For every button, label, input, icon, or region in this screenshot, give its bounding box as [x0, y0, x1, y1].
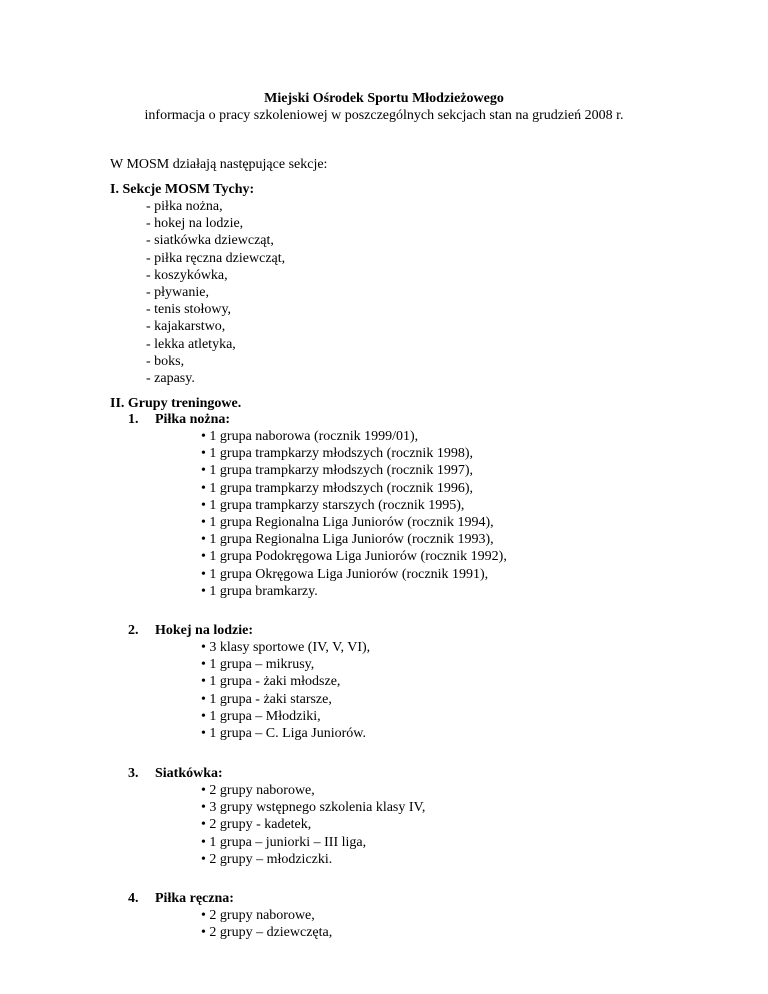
document-title: Miejski Ośrodek Sportu Młodzieżowego [264, 91, 504, 106]
list-item: • 1 grupa – mikrusy, [201, 656, 370, 673]
list-item: - kajakarstwo, [146, 319, 226, 335]
section1-list [146, 198, 285, 387]
list-item: • 1 grupa Regionalna Liga Juniorów (rocznik 1993), [201, 531, 507, 548]
list-item: - pływanie, [146, 284, 209, 300]
list-item: - hokej na lodzie, [146, 216, 244, 232]
list-item: • 1 grupa trampkarzy młodszych (rocznik 1997), [201, 462, 507, 479]
list-item: • 2 grupy - kadetek, [201, 816, 425, 833]
group-title-football: Piłka nożna: [155, 412, 231, 427]
list-item: • 1 grupa – C. Liga Juniorów. [201, 725, 370, 742]
list-item: • 2 grupy – dziewczęta, [201, 924, 332, 941]
list-item: - koszykówka, [146, 267, 228, 283]
group-number: 4. [128, 891, 139, 906]
group-title-ice-hockey: Hokej na lodzie: [155, 623, 253, 638]
list-item: • 1 grupa Okręgowa Liga Juniorów (rocznik 1991), [201, 566, 507, 583]
list-item: • 1 grupa trampkarzy starszych (rocznik 1995), [201, 497, 507, 514]
group-ice-hockey-list [201, 639, 370, 742]
list-item: - piłka nożna, [146, 199, 223, 214]
list-item: • 1 grupa – juniorki – III liga, [201, 834, 425, 851]
list-item: • 1 grupa Podokręgowa Liga Juniorów (rocznik 1992), [201, 548, 507, 565]
list-item: • 1 grupa - żaki starsze, [201, 691, 370, 708]
document-subtitle: informacja o pracy szkoleniowej w poszczególnych sekcjach stan na grudzień 2008 r. [144, 108, 624, 123]
section2-heading: II. Grupy treningowe. [110, 396, 242, 411]
group-football-list [201, 428, 507, 600]
list-item: • 1 grupa bramkarzy. [201, 583, 507, 600]
group-number: 2. [128, 623, 139, 638]
list-item: - piłka ręczna dziewcząt, [146, 250, 286, 266]
group-title-volleyball: Siatkówka: [155, 766, 223, 781]
list-item: • 1 grupa trampkarzy młodszych (rocznik 1998), [201, 445, 507, 462]
list-item: - siatkówka dziewcząt, [146, 233, 274, 249]
list-item: - tenis stołowy, [146, 302, 232, 318]
intro-text: W MOSM działają następujące sekcje: [110, 157, 328, 172]
group-number: 3. [128, 766, 139, 781]
list-item: • 3 grupy wstępnego szkolenia klasy IV, [201, 799, 425, 816]
list-item: • 2 grupy naborowe, [201, 782, 425, 799]
group-volleyball-list [201, 782, 425, 868]
list-item: • 2 grupy – młodziczki. [201, 851, 425, 868]
list-item: • 1 grupa naborowa (rocznik 1999/01), [201, 428, 507, 445]
list-item: • 1 grupa – Młodziki, [201, 708, 370, 725]
list-item: • 1 grupa - żaki młodsze, [201, 673, 370, 690]
list-item: - lekka atletyka, [146, 336, 236, 352]
list-item: - boks, [146, 353, 185, 369]
group-title-handball: Piłka ręczna: [155, 891, 234, 906]
group-handball-list [201, 907, 332, 941]
list-item: • 1 grupa Regionalna Liga Juniorów (rocznik 1994), [201, 514, 507, 531]
list-item: - zapasy. [146, 370, 195, 386]
list-item: • 1 grupa trampkarzy młodszych (rocznik 1996), [201, 480, 507, 497]
list-item: • 3 klasy sportowe (IV, V, VI), [201, 639, 370, 656]
list-item: • 2 grupy naborowe, [201, 907, 332, 924]
section1-heading: I. Sekcje MOSM Tychy: [110, 182, 255, 197]
group-number: 1. [128, 412, 139, 427]
